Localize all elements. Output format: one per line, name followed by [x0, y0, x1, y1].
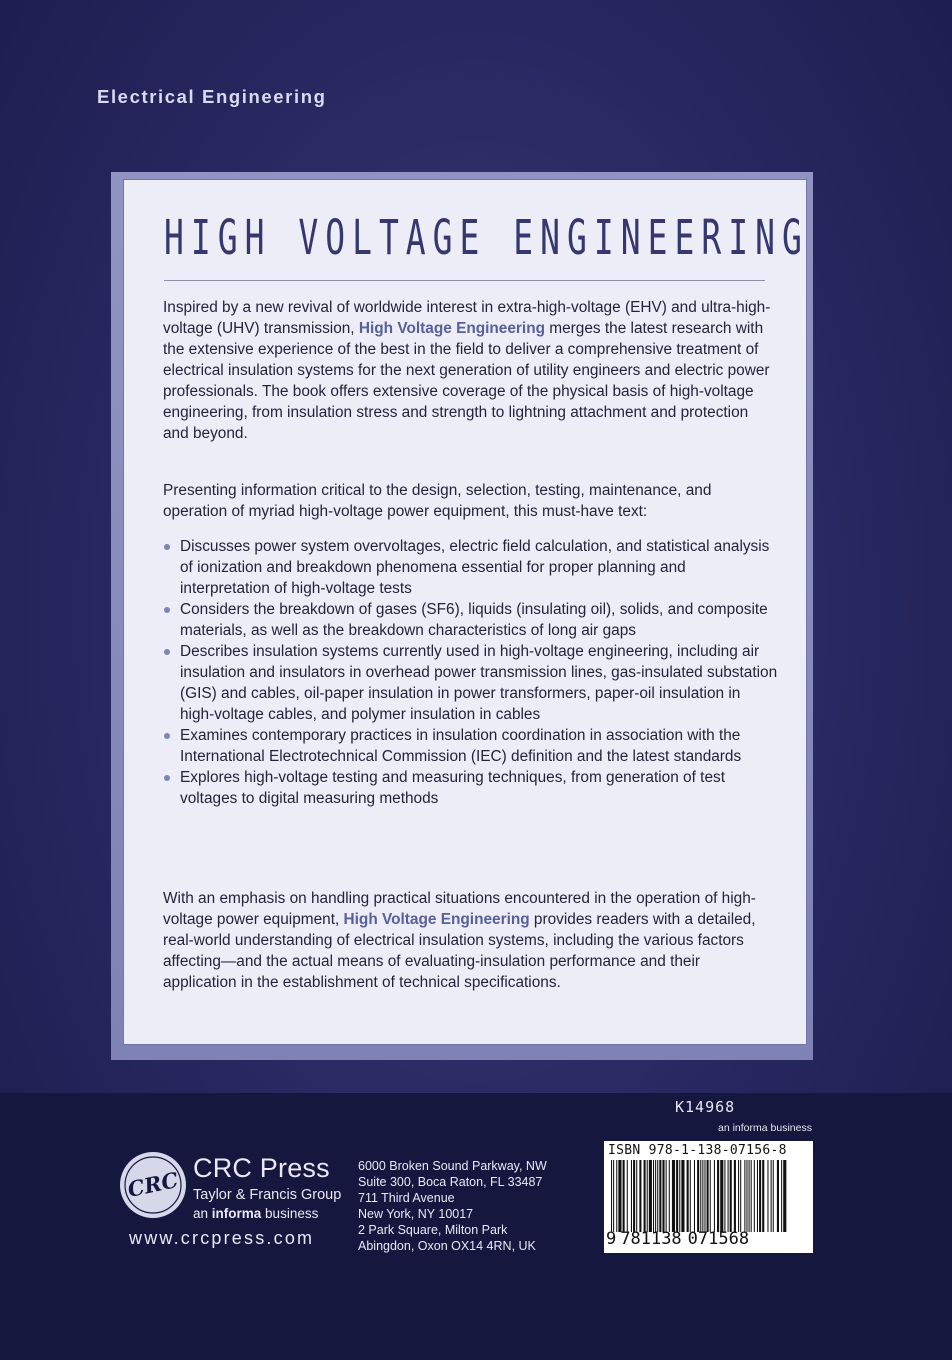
informa-tagline-small: an informa business [718, 1122, 812, 1134]
address-boca-raton [358, 1159, 547, 1190]
title-rule [164, 280, 765, 281]
address-line: Abingdon, Oxon OX14 4RN, UK [358, 1238, 536, 1253]
bullet-dot-icon [164, 544, 170, 550]
address-abingdon [358, 1223, 536, 1254]
barcode-group-1: 781138 [620, 1229, 682, 1249]
informa-prefix: an [193, 1206, 212, 1221]
list-item [163, 536, 778, 599]
paragraph-closing-text-a: With an emphasis on handling practical situations encountered in the operation of high-voltage power equipment, [163, 890, 756, 928]
barcode-group-2: 071568 [687, 1229, 750, 1249]
paragraph-presenting-text: Presenting information critical to the design, selection, testing, maintenance, and operation of myriad high-voltage power equipment, this must-have text: [163, 482, 712, 520]
bullet-dot-icon [164, 733, 170, 739]
bullet-dot-icon [164, 649, 170, 655]
address-line: Suite 300, Boca Raton, FL 33487 [358, 1174, 543, 1189]
feature-list [163, 536, 778, 809]
paragraph-intro [163, 297, 775, 444]
informa-suffix: business [261, 1206, 319, 1221]
bullet-dot-icon [164, 775, 170, 781]
book-title-highlight: High Voltage Engineering [343, 911, 530, 928]
paragraph-intro-text-a: Inspired by a new revival of worldwide interest in extra-high-voltage (EHV) and ultra-high-voltage (UHV) transmission, [163, 299, 771, 337]
list-item-text: Examines contemporary practices in insulation coordination in association with the International Electrotechnical Commission (IEC) definition and the latest standards [180, 727, 742, 765]
address-new-york [358, 1191, 473, 1222]
publisher-name: CRC Press [193, 1153, 330, 1183]
series-label: Electrical Engineering [97, 86, 327, 107]
paragraph-intro-text-b: merges the latest research with the extensive experience of the best in the field to deliver a comprehensive treatment of electrical insulation systems for the next generation of utility engineers and electric power professionals. The book offers extensive coverage of the physical basis of high-voltage engineering, from insulation stress and strength to lightning attachment and protection and beyond. [163, 320, 770, 442]
crc-logo-icon [118, 1150, 188, 1220]
address-line: 711 Third Avenue [358, 1191, 455, 1205]
address-line: 2 Park Square, Milton Park [358, 1223, 508, 1237]
address-line: 6000 Broken Sound Parkway, NW [358, 1159, 547, 1173]
list-item-text: Describes insulation systems currently used in high-voltage engineering, including air insulation and insulators in overhead power transmission lines, gas-insulated substation (GIS) and cables, oil-paper insulation in power transformers, paper-oil insulation in high-voltage cables, and polymer insulation in cables [180, 643, 778, 723]
address-line: New York, NY 10017 [358, 1206, 474, 1221]
list-item [163, 725, 778, 767]
barcode-first-digit: 9 [606, 1229, 617, 1249]
list-item-text: Explores high-voltage testing and measuring techniques, from generation of test voltages to digital measuring methods [180, 769, 725, 807]
paragraph-presenting [163, 480, 775, 522]
book-title: HIGH VOLTAGE ENGINEERING [164, 209, 809, 266]
publisher-group: Taylor & Francis Group [193, 1187, 342, 1203]
list-item-text: Considers the breakdown of gases (SF6), liquids (insulating oil), solids, and composite materials, as well as the breakdown characteristics of long air gaps [180, 601, 768, 639]
bullet-dot-icon [164, 607, 170, 613]
barcode-bars-icon [611, 1160, 787, 1232]
publisher-website: www.crcpress.com [129, 1228, 315, 1248]
list-item [163, 599, 778, 641]
list-item-text: Discusses power system overvoltages, electric field calculation, and statistical analysis of ionization and breakdown phenomena essential for proper planning and interpretation of high-voltage tests [180, 538, 770, 597]
paragraph-closing-text-b: provides readers with a detailed, real-world understanding of electrical insulation systems, including the various factors affecting—and the actual means of evaluating-insulation performance and their application in the establishment of technical specifications. [163, 911, 756, 991]
barcode-digits [606, 1229, 749, 1249]
book-title-highlight: High Voltage Engineering [358, 320, 545, 337]
list-item [163, 641, 778, 725]
isbn-label: ISBN 978-1-138-07156-8 [608, 1143, 787, 1158]
paragraph-closing [163, 888, 775, 993]
product-code: K14968 [675, 1098, 736, 1116]
crc-logo-text: CRC [125, 1166, 181, 1203]
publisher-informa [193, 1206, 318, 1221]
list-item [163, 767, 778, 809]
informa-bold: informa [211, 1206, 262, 1221]
